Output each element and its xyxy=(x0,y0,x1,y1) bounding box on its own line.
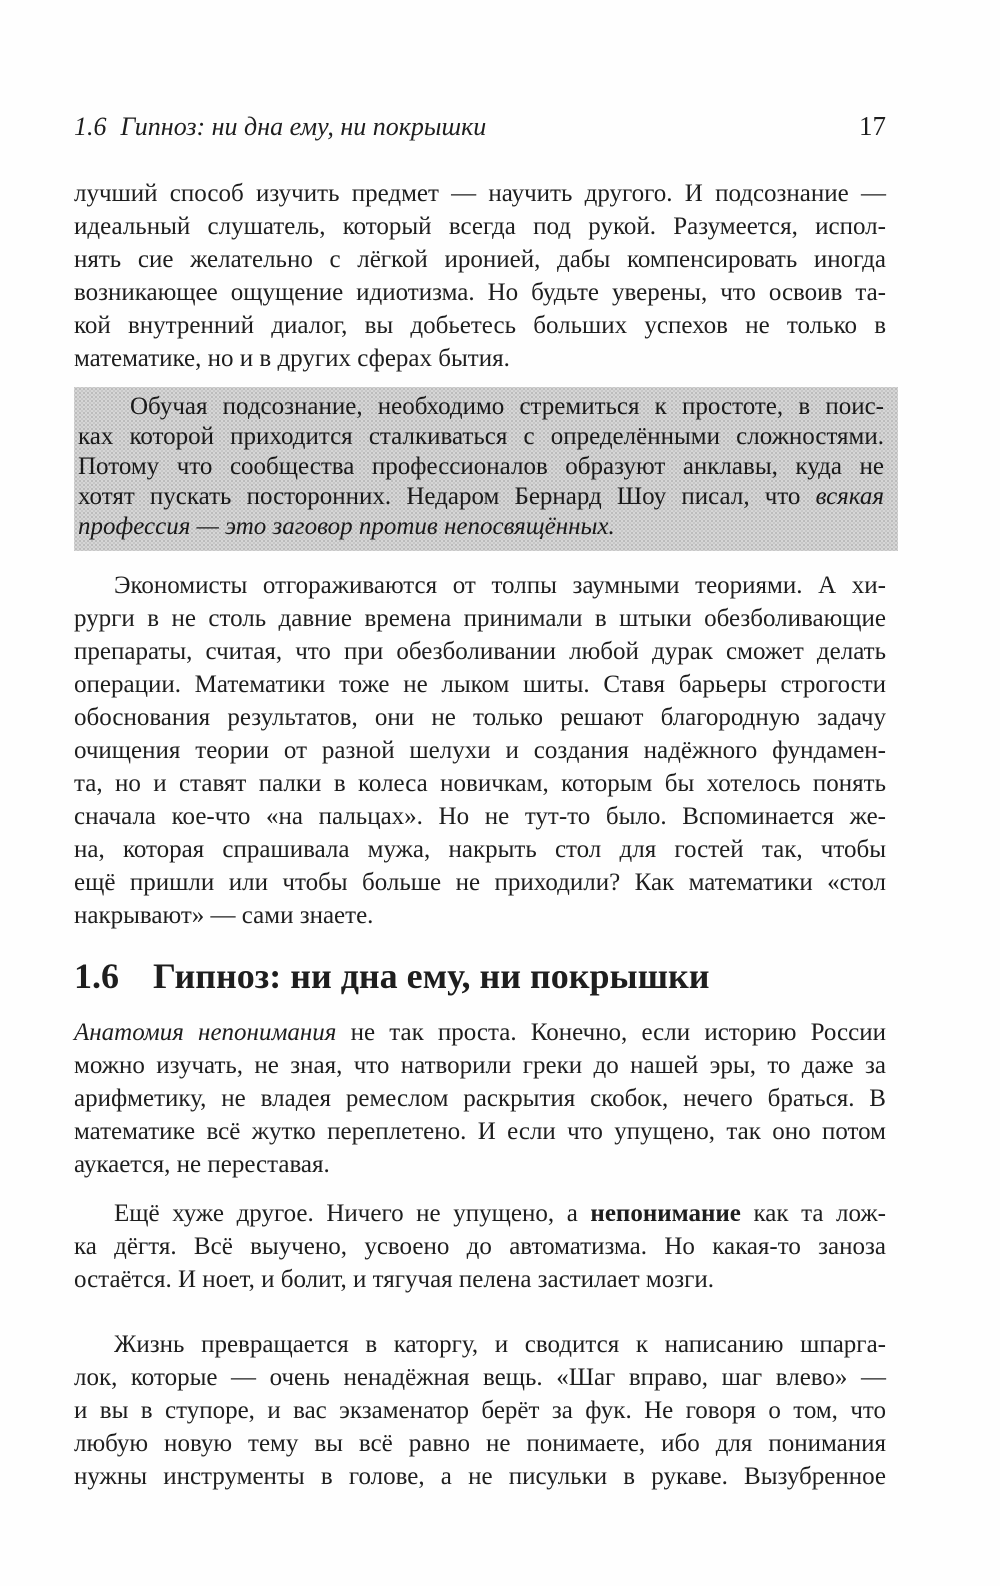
text-line: ка дёгтя. Всё выучено, усвоено до автоматизма. Но какая-то заноза xyxy=(74,1233,886,1260)
intro-paragraph xyxy=(74,177,886,375)
text-run-bold: непонимание xyxy=(590,1200,741,1227)
section-title: Гипноз: ни дна ему, ни покрышки xyxy=(153,956,710,996)
text-line: обоснования результатов, они не только решают благородную задачу xyxy=(74,704,886,731)
text-line: Экономисты отгораживаются от толпы заумными теориями. А хи- xyxy=(114,572,886,599)
text-line xyxy=(74,1016,886,1049)
text-line: Жизнь превращается в каторгу, и сводится к написанию шпарга- xyxy=(114,1331,886,1358)
text-line: арифметику, не владея ремеслом раскрытия скобок, нечего браться. В xyxy=(74,1085,886,1112)
text-line: и вы в ступоре, и вас экзаменатор берёт за фук. Не говоря о том, что xyxy=(74,1397,886,1424)
text-line: Потому что сообщества профессионалов образуют анклавы, куда не xyxy=(78,453,884,480)
economists-paragraph xyxy=(74,569,886,932)
text-line: на, которая спрашивала мужа, накрыть стол для гостей так, чтобы xyxy=(74,836,886,863)
text-line: рурги в не столь давние времена принимали в штыки обезболивающие xyxy=(74,605,886,632)
text-line: можно изучать, не зная, что натворили греки до нашей эры, то даже за xyxy=(74,1052,886,1079)
section-heading xyxy=(74,956,886,996)
page-number: 17 xyxy=(859,111,886,141)
text-line: любую новую тему вы всё равно не понимаете, ибо для понимания xyxy=(74,1430,886,1457)
text-line: ещё пришли или чтобы больше не приходили? Как математики «стол xyxy=(74,869,886,896)
text-run-italic: всякая xyxy=(815,483,884,510)
text-line: лучший способ изучить предмет — научить другого. И подсознание — xyxy=(74,180,886,207)
section-number: 1.6 xyxy=(74,956,119,996)
text-line: кой внутренний диалог, вы добьетесь больших успехов не только в xyxy=(74,312,886,339)
text-line: очищения теории от разной шелухи и создания надёжного фундамен- xyxy=(74,737,886,764)
text-line: препараты, считая, что при обезболивании любой дурак сможет делать xyxy=(74,638,886,665)
running-header-section-number: 1.6 xyxy=(74,112,107,141)
text-line: ках которой приходится сталкиваться с определёнными сложностями. xyxy=(78,423,884,450)
text-line: математике всё жутко переплетено. И если что упущено, так оно потом xyxy=(74,1118,886,1145)
text-line: математике, но и в других сферах бытия. xyxy=(74,345,510,372)
anatomy-paragraph xyxy=(74,1016,886,1181)
text-run: как та лож- xyxy=(740,1200,886,1227)
running-header-section-title: Гипноз: ни дна ему, ни покрышки xyxy=(120,112,487,141)
text-line: нять сие желательно с лёгкой иронией, дабы компенсировать иногда xyxy=(74,246,886,273)
text-line: возникающее ощущение идиотизма. Но будьте уверены, что освоив та- xyxy=(74,279,886,306)
text-line xyxy=(78,482,884,512)
text-run: Ещё хуже другое. Ничего не упущено, а xyxy=(114,1200,591,1227)
highlight-box xyxy=(74,387,898,551)
text-line xyxy=(74,1197,886,1230)
text-run: не так проста. Конечно, если историю России xyxy=(336,1019,886,1046)
text-line: сначала кое-что «на пальцах». Но не тут-то было. Вспоминается же- xyxy=(74,803,886,830)
text-line: нужны инструменты в голове, а не писульки в рукаве. Вызубренное xyxy=(74,1463,886,1490)
text-line: остаётся. И ноет, и болит, и тягучая пелена застилает мозги. xyxy=(74,1266,714,1293)
text-line: лок, которые — очень ненадёжная вещь. «Шаг вправо, шаг влево» — xyxy=(74,1364,886,1391)
text-line: аукается, не переставая. xyxy=(74,1151,330,1178)
worse-paragraph xyxy=(74,1197,886,1296)
text-line: идеальный слушатель, который всегда под рукой. Разумеется, испол- xyxy=(74,213,886,240)
text-line: та, но и ставят палки в колеса новичкам, которым бы хотелось понять xyxy=(74,770,886,797)
text-run-italic: Анатомия непонимания xyxy=(74,1019,337,1046)
text-line: операции. Математики тоже не лыком шиты. Ставя барьеры строгости xyxy=(74,671,886,698)
text-line: накрывают» — сами знаете. xyxy=(74,902,374,929)
running-header-title xyxy=(74,113,486,141)
life-paragraph xyxy=(74,1328,886,1493)
text-line: Обучая подсознание, необходимо стремиться к простоте, в поис- xyxy=(130,393,884,420)
running-header xyxy=(74,112,886,141)
text-line: профессия — это заговор против непосвящённых. xyxy=(78,513,615,540)
text-run: хотят пускать посторонних. Недаром Бернард Шоу писал, что xyxy=(78,483,816,510)
